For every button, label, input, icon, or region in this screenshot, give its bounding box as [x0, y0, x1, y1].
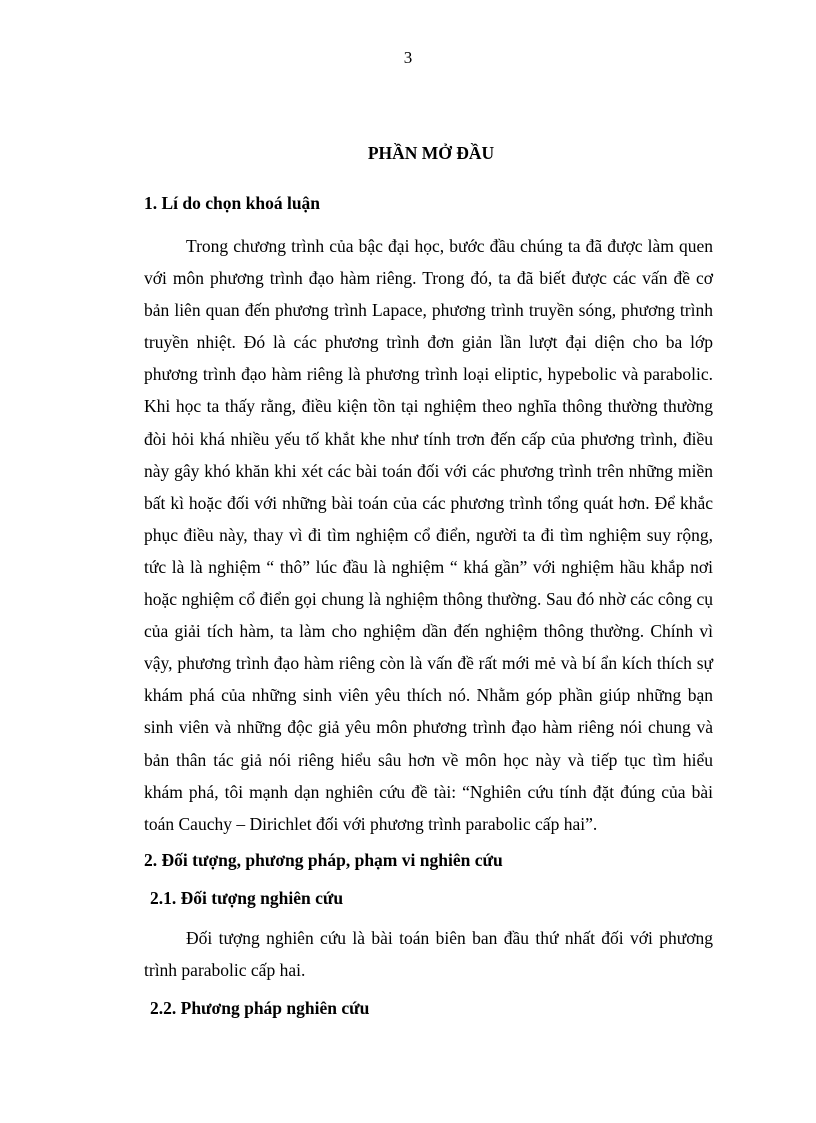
section-2-2-heading: 2.2. Phương pháp nghiên cứu — [150, 997, 370, 1018]
section-2-heading: 2. Đối tượng, phương pháp, phạm vi nghiên cứu — [144, 849, 503, 870]
document-body — [144, 191, 713, 1032]
section-2-1-heading: 2.1. Đối tượng nghiên cứu — [150, 887, 344, 908]
section-1-heading: 1. Lí do chọn khoá luận — [144, 193, 321, 213]
page-title: PHẦN MỞ ĐẦU — [367, 143, 495, 163]
section-2-1-paragraph: Đối tượng nghiên cứu là bài toán biên ban đầu thứ nhất đối với phương trình parabolic cấp hai. — [144, 927, 713, 980]
section-1-paragraph: Trong chương trình của bậc đại học, bước đầu chúng ta đã được làm quen với môn phương trình đạo hàm riêng. Trong đó, ta đã biết được các vấn đề cơ bản liên quan đến phương trình Lapace, phương trình truyền sóng, phương trình truyền nhiệt. Đó là các phương trình đơn giản lần lượt đại diện cho ba lớp phương trình đạo hàm riêng là phương trình loại eliptic, hypebolic và parabolic. Khi học ta thấy rằng, điều kiện tồn tại nghiệm theo nghĩa thông thường thường đòi hỏi khá nhiều yếu tố khắt khe như tính trơn đến cấp của phương trình, điều này gây khó khăn khi xét các bài toán đối với các phương trình trên những miền bất kì hoặc đối với những bài toán của các phương trình tổng quát hơn. Để khắc phục điều này, thay vì đi tìm nghiệm cổ điển, người ta đi tìm nghiệm suy rộng, tức là là nghiệm “ thô” lúc đầu là nghiệm “ khá gần” với nghiệm hầu khắp nơi hoặc nghiệm cổ điển gọi chung là nghiệm thông thường. Sau đó nhờ các công cụ của giải tích hàm, ta làm cho nghiệm dần đến nghiệm thông thường. Chính vì vậy, phương trình đạo hàm riêng còn là vấn đề rất mới mẻ và bí ẩn kích thích sự khám phá của những sinh viên yêu thích nó. Nhằm góp phần giúp những bạn sinh viên và những độc giả yêu môn phương trình đạo hàm riêng nói chung và bản thân tác giả nói riêng hiểu sâu hơn về môn học này và tiếp tục tìm hiểu khám phá, tôi mạnh dạn nghiên cứu đề tài: “Nghiên cứu tính đặt đúng của bài toán Cauchy – Dirichlet đối với phương trình parabolic cấp hai”. — [144, 236, 713, 834]
page-number: 3 — [403, 48, 413, 67]
